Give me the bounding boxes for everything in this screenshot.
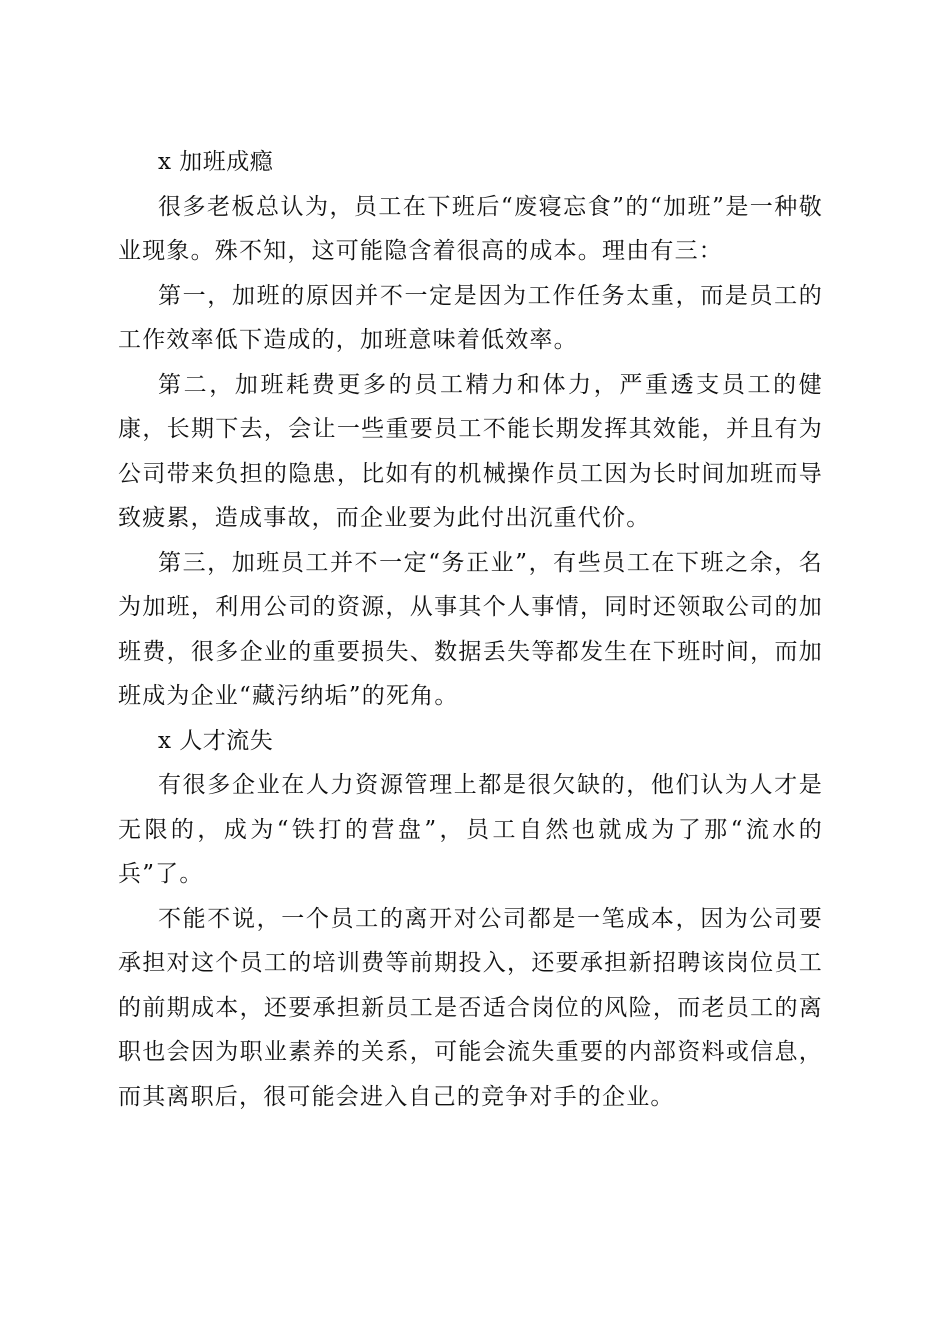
document-body [118,140,823,1119]
paragraph-overtime-intro: 很多老板总认为，员工在下班后“废寝忘食”的“加班”是一种敬业现象。殊不知，这可能隐含着很高的成本。理由有三： [118,193,823,264]
paragraph-talent-loss-intro: 有很多企业在人力资源管理上都是很欠缺的，他们认为人才是无限的，成为“铁打的营盘”，员工自然也就成为了那“流水的兵”了。 [118,772,823,887]
paragraph-talent-loss-cost: 不能不说，一个员工的离开对公司都是一笔成本，因为公司要承担对这个员工的培训费等前期投入，还要承担新招聘该岗位员工的前期成本，还要承担新员工是否适合岗位的风险，而老员工的离职也会因为职业素养的关系，可能会流失重要的内部资料或信息，而其离职后，很可能会进入自己的竞争对手的企业。 [118,905,823,1110]
section-heading-talent-loss: x 人才流失 [158,727,274,754]
section-heading-overtime: x 加班成瘾 [158,149,274,175]
paragraph-overtime-reason-1: 第一，加班的原因并不一定是因为工作任务太重，而是员工的工作效率低下造成的，加班意味着低效率。 [118,282,823,353]
paragraph-overtime-reason-3: 第三，加班员工并不一定“务正业”，有些员工在下班之余，名为加班，利用公司的资源，从事其个人事情，同时还领取公司的加班费，很多企业的重要损失、数据丢失等都发生在下班时间，而加班成为企业“藏污纳垢”的死角。 [118,549,823,709]
paragraph-overtime-reason-2: 第二，加班耗费更多的员工精力和体力，严重透支员工的健康，长期下去，会让一些重要员工不能长期发挥其效能，并且有为公司带来负担的隐患，比如有的机械操作员工因为长时间加班而导致疲累，造成事故，而企业要为此付出沉重代价。 [118,371,823,531]
